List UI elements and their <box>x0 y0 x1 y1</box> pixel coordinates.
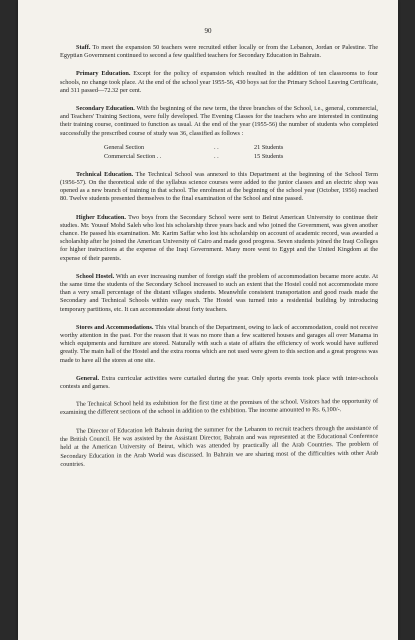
paragraph-exhibition <box>60 398 378 418</box>
paragraph-heading: School Hostel. <box>76 272 115 280</box>
paragraph-text: The Director of Education left Bahrain during the summer for the Lebanon to recruit teachers through the assistance of the British Council. He was assisted by the Assistant Director, Bahrain and was represented at the Educational Conference held at the American University of Beirut, which was attended by practically all the Arab Countries. The problem of Secondary Education in the Arab World was discussed. In Bahrain we are sharing most of the difficulties with other Arab countries. <box>60 424 379 468</box>
paragraph-heading: Primary Education. <box>76 70 131 78</box>
paragraph-heading: Technical Education. <box>76 170 134 178</box>
paragraph-heading: Secondary Education. <box>76 105 135 113</box>
students-table <box>60 144 378 162</box>
paragraph-text: Extra curricular activities were curtailed during the year. Only sports events took place with inter-schools contests and games. <box>60 374 379 391</box>
table-row <box>60 153 378 162</box>
leader-dots: . . <box>214 152 219 160</box>
paragraph-staff <box>60 44 378 60</box>
paragraph-heading: General. <box>76 374 100 382</box>
paragraph-primary-education <box>60 70 378 95</box>
paragraph-text: Except for the policy of expansion which resulted in the addition of ten classrooms to four schools, no change took place. At the end of the school year 1955-56, 430 boys sat for the Primary School Leaving Certificate, and 311 passed—72.32 per cent. <box>60 70 379 94</box>
paragraph-secondary-education <box>60 105 378 138</box>
paragraph-higher-education <box>60 214 378 263</box>
section-label: General Section <box>104 143 145 151</box>
page-content <box>60 44 378 479</box>
paragraph-heading: Higher Education. <box>76 213 126 221</box>
paragraph-text: This vital branch of the Department, owing to lack of accommodation, could not receive worthy attention in the past. For the reason that it was no more than a few scattered houses and garages all over Manama in which equipments and furniture are stored. Naturally with such a state of affairs the efficiency of work would have suffered greatly. The main hall of the Hostel and the extra rooms which are not used were given to this section and a great progress was made to have all the stores at one site. <box>60 323 378 364</box>
paragraph-text: The Technical School was annexed to this Department at the beginning of the School Term (1956-57). On the theoretical side of the syllabus science courses were added to the junior classes and an electric shop was opened as a new branch of training in that school. The enrolment at the beginning of the school year (October, 1956) reached 80. Twelve students presented themselves to the final examination of the School and nine passed. <box>60 170 379 203</box>
student-count: 21 Students <box>254 143 284 151</box>
paragraph-general <box>60 375 378 391</box>
document-page <box>18 0 398 640</box>
paragraph-heading: Staff. <box>76 44 91 51</box>
paragraph-text: With the beginning of the new term, the three branches of the School, i.e., general, commercial, and Teachers' Training Sections, were fully developed. The Evening Classes for the teachers who are interested in continuing their training course, continued to function as usual. At the end of the year (1955-56) the number of students who completed successfully the prescribed course of study was 36, classified as follows : <box>60 105 378 137</box>
paragraph-text: Two boys from the Secondary School were sent to Beirut American University to continue their studies. Mr. Yousuf Mohd Saleh who lost his scholarship three years back and who joined the Government, was given another chance. He passed his examination. Mr. Karim Saffar who lost his scholarship on account of academic record, was awarded a scholarship after he joined the American University of Cairo and made good progress. Seven students joined the Iraqi Colleges for higher instructions at the expense of the Iraqi Government. Many more went to Egypt and the United Kingdom at the expense of their parents. <box>60 213 378 262</box>
paragraph-school-hostel <box>60 273 378 314</box>
paragraph-stores <box>60 324 378 365</box>
student-count: 15 Students <box>254 152 284 160</box>
leader-dots: . . <box>214 143 219 151</box>
paragraph-text: To meet the expansion 50 teachers were recruited either locally or from the Lebanon, Jordan or Palestine. The Egyptian Government continued to second a few qualified teachers for Secondary Education in Bahrain. <box>60 44 378 60</box>
paragraph-director <box>60 424 378 468</box>
paragraph-text: With an ever increasing number of foreign staff the problem of accommodation became more acute. At the same time the students of the Secondary School increased to such an extent that the Hostel could not accommodate more than a very small percentage of the distant villages students. Meanwhile consistent transportation and good roads made the Secondary and Technical Schools within easy reach. The Hostel was turned into a residential building by introducing temporary partitions, etc. It can accommodate about forty teachers. <box>60 272 378 313</box>
table-row <box>60 144 378 153</box>
paragraph-technical-education <box>60 171 378 204</box>
page-number: 90 <box>204 27 212 35</box>
paragraph-text: The Technical School held its exhibition for the first time at the premises of the school. Visitors had the opportunity of examining the different sections of the school in addition to the exhibition. The income amounted to Rs. 6,100/-. <box>60 397 379 417</box>
section-label: Commercial Section . . <box>104 152 162 160</box>
paragraph-heading: Stores and Accommodations. <box>76 323 154 331</box>
